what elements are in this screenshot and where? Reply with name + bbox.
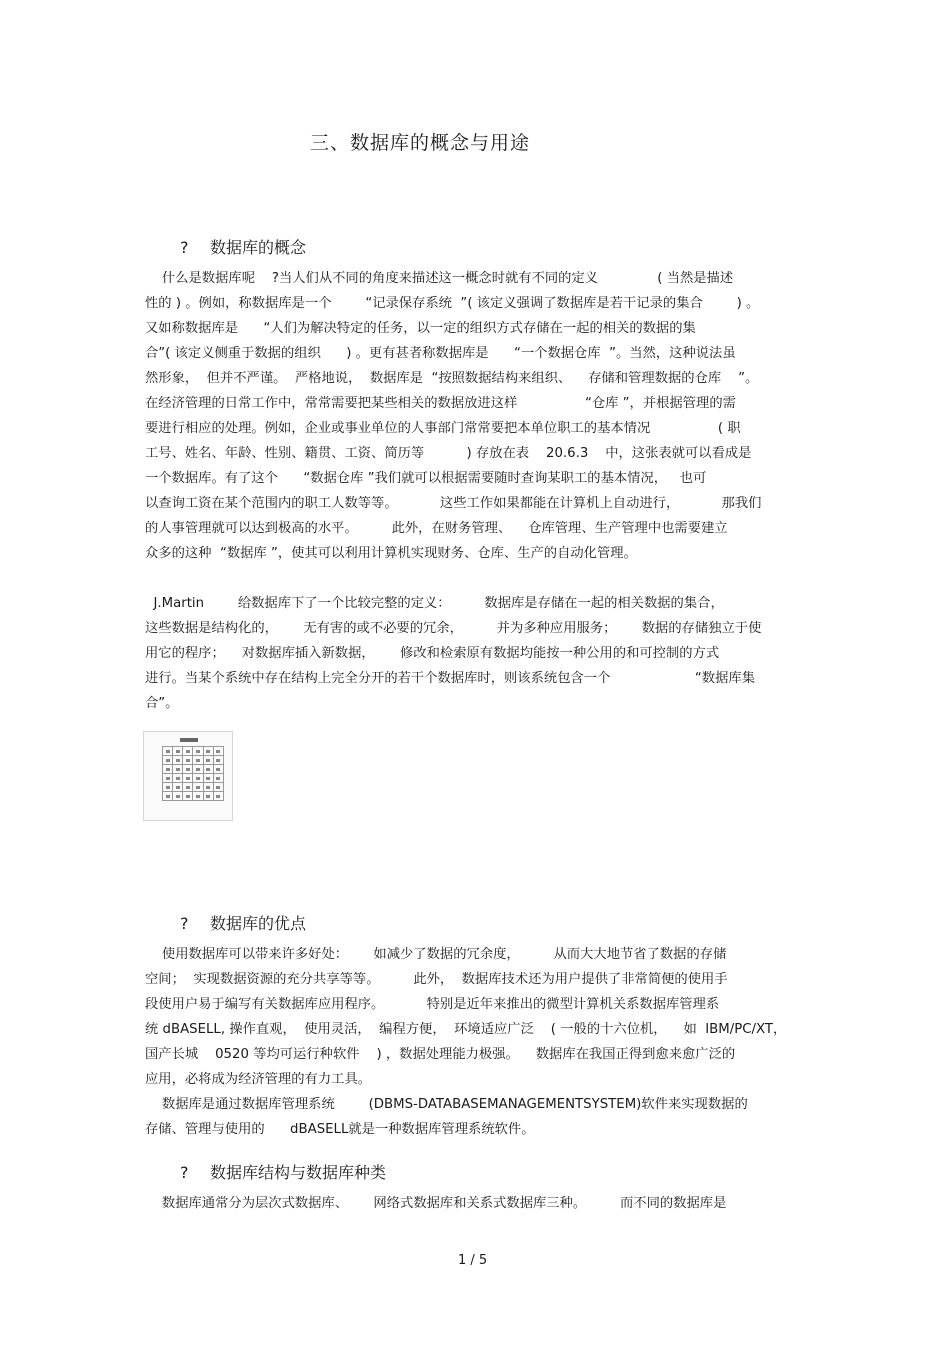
paragraph-line: 众多的这种 “数据库 ”，使其可以利用计算机实现财务、仓库、生产的自动化管理。: [145, 546, 637, 561]
paragraph-line: 空间； 实现数据资源的充分共享等等。 此外， 数据库技术还为用户提供了非常简便的使用手: [145, 972, 728, 987]
paragraph-line: 用它的程序； 对数据库插入新数据， 修改和检索原有数据均能按一种公用的和可控制的方式: [145, 646, 720, 661]
section-heading-concept: [180, 235, 306, 258]
bullet-marker: ?: [180, 1163, 189, 1182]
paragraph-line: 在经济管理的日常工作中，常常需要把某些相关的数据放进这样 “仓库 ”，并根据管理的需: [145, 396, 736, 411]
paragraph-line: 要进行相应的处理。例如，企业或事业单位的人事部门常常要把本单位职工的基本情况 ( 职: [145, 421, 741, 436]
page-title: 三、数据库的概念与用途: [310, 132, 531, 154]
paragraph-line: 段使用户易于编写有关数据库应用程序。 特别是近年来推出的微型计算机关系数据库管理系: [145, 997, 720, 1012]
paragraph-line: 合”。: [145, 696, 179, 711]
section-heading-structure: [180, 1160, 386, 1183]
paragraph-line: 的人事管理就可以达到极高的水平。 此外，在财务管理、 仓库管理、生产管理中也需要建立: [145, 521, 728, 536]
section-title: 数据库的优点: [210, 914, 307, 933]
paragraph-line: 使用数据库可以带来许多好处： 如减少了数据的冗余度， 从而大大地节省了数据的存储: [145, 947, 727, 962]
paragraph-line: 以查询工资在某个范围内的职工人数等等。 这些工作如果都能在计算机上自动进行， 那我们: [145, 496, 762, 511]
section-title: 数据库结构与数据库种类: [210, 1163, 387, 1182]
section-heading-advantages: [180, 911, 306, 934]
section-title: 数据库的概念: [210, 238, 307, 257]
page-number: 1 / 5: [458, 1253, 488, 1268]
paragraph-line: 一个数据库。有了这个 “数据仓库 ”我们就可以根据需要随时查询某职工的基本情况， 也可: [145, 471, 707, 486]
bullet-marker: ?: [180, 914, 189, 933]
bullet-marker: ?: [180, 238, 189, 257]
paragraph-line: 国产长城 0520 等均可运行种软件 ) ，数据处理能力极强。 数据库在我国正得到愈来愈广泛的: [145, 1047, 736, 1062]
paragraph-line: 存储、管理与使用的 dBASELL就是一种数据库管理系统软件。: [145, 1122, 535, 1137]
table-thumbnail-image: [143, 731, 233, 821]
paragraph-line: 性的 ) 。例如，称数据库是一个 “记录保存系统 ”( 该定义强调了数据库是若干记录的集合 ) 。: [145, 296, 760, 311]
thumbnail-caption-mark: [180, 738, 198, 742]
thumbnail-table-graphic: [162, 746, 224, 801]
paragraph-line: 工号、姓名、年龄、性别、籍贯、工资、简历等 ) 存放在表 20.6.3 中，这张表就可以看成是: [145, 446, 752, 461]
paragraph-line: 应用，必将成为经济管理的有力工具。: [145, 1072, 372, 1087]
paragraph-line: 又如称数据库是 “人们为解决特定的任务，以一定的组织方式存储在一起的相关的数据的集: [145, 321, 696, 336]
paragraph-line: J.Martin 给数据库下了一个比较完整的定义： 数据库是存储在一起的相关数据的集合，: [145, 596, 724, 611]
paragraph-line: 合”( 该定义侧重于数据的组织 ) 。更有甚者称数据库是 “一个数据仓库 ”。当然，这种说法虽: [145, 346, 736, 361]
paragraph-line: 什么是数据库呢 ?当人们从不同的角度来描述这一概念时就有不同的定义 ( 当然是描述: [145, 271, 734, 286]
paragraph-line: 这些数据是结构化的， 无有害的或不必要的冗余， 并为多种应用服务； 数据的存储独立于使: [145, 621, 762, 636]
paragraph-line: 统 dBASELL, 操作直观， 使用灵活， 编程方便， 环境适应广泛 ( 一般的十六位机， 如 IBM/PC/XT，: [145, 1022, 787, 1037]
paragraph-line: 然形象， 但并不严谨。 严格地说， 数据库是 “按照数据结构来组织、 存储和管理数据的仓库 ”。: [145, 371, 759, 386]
paragraph-line: 数据库是通过数据库管理系统 (DBMS-DATABASEMANAGEMENTSYSTEM)软件来实现数据的: [145, 1097, 748, 1112]
paragraph-line: 进行。当某个系统中存在结构上完全分开的若干个数据库时，则该系统包含一个 “数据库集: [145, 671, 755, 686]
paragraph-line: 数据库通常分为层次式数据库、 网络式数据库和关系式数据库三种。 而不同的数据库是: [145, 1196, 727, 1211]
